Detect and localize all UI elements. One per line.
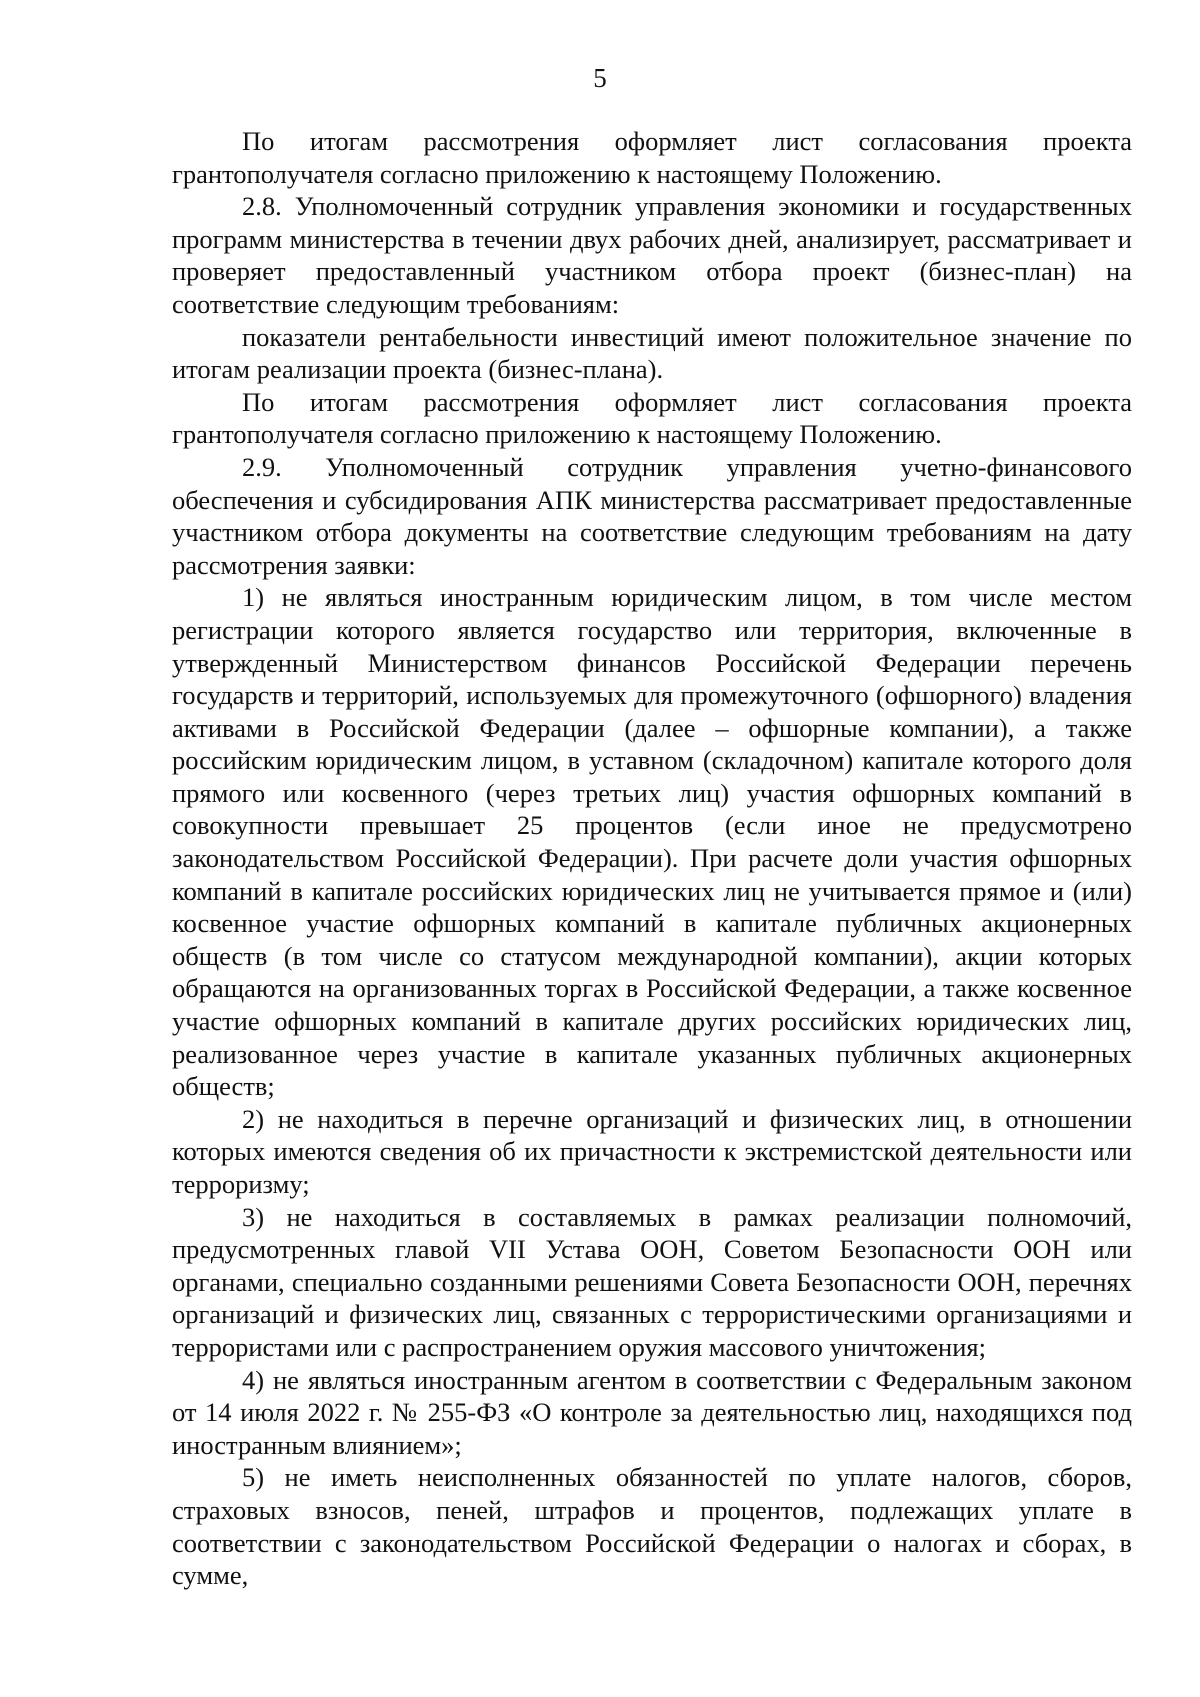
paragraph-profitability-requirement: показатели рентабельности инвестиций имеют положительное значение по итогам реализации проекта (бизнес-плана). bbox=[172, 321, 1132, 385]
paragraph-item-1-offshore: 1) не являться иностранным юридическим лицом, в том числе местом регистрации которого является государство или территория, включенные в утвержденный Министерством финансов Российской Федерации перечень государств и территорий, используемых для промежуточного (офшорного) владения активами в Российской Федерации (далее – офшорные компании), а также российским юридическим лицом, в уставном (складочном) капитале которого доля прямого или косвенного (через третьих лиц) участия офшорных компаний в совокупности превышает 25 процентов (если иное не предусмотрено законодательством Российской Федерации). При расчете доли участия офшорных компаний в капитале российских юридических лиц не учитывается прямое и (или) косвенное участие офшорных компаний в капитале публичных акционерных обществ (в том числе со статусом международной компании), акции которых обращаются на организованных торгах в Российской Федерации, а также косвенное участие офшорных компаний в капитале других российских юридических лиц, реализованное через участие в капитале указанных публичных акционерных обществ; bbox=[172, 582, 1132, 1102]
paragraph-section-2-8: 2.8. Уполномоченный сотрудник управления экономики и государственных программ министерства в течении двух рабочих дней, анализирует, рассматривает и проверяет предоставленный участником отбора проект (бизнес-план) на соответствие следующим требованиям: bbox=[172, 191, 1132, 319]
paragraph-approval-sheet-1: По итогам рассмотрения оформляет лист согласования проекта грантополучателя согласно приложению к настоящему Положению. bbox=[172, 126, 1132, 189]
paragraph-approval-sheet-2: По итогам рассмотрения оформляет лист согласования проекта грантополучателя согласно приложению к настоящему Положению. bbox=[172, 386, 1132, 450]
paragraph-item-5-taxes: 5) не иметь неисполненных обязанностей по уплате налогов, сборов, страховых взносов, пеней, штрафов и процентов, подлежащих уплате в соответствии с законодательством Российской Федерации о налогах и сборах, в сумме, bbox=[172, 1462, 1132, 1591]
page-number: 5 bbox=[593, 63, 607, 93]
document-text-body bbox=[172, 125, 1132, 1592]
paragraph-item-4-foreign-agent: 4) не являться иностранным агентом в соответствии с Федеральным законом от 14 июля 2022 г. № 255-ФЗ «О контроле за деятельностью лиц, находящихся под иностранным влиянием»; bbox=[172, 1364, 1132, 1460]
paragraph-item-2-extremism: 2) не находиться в перечне организаций и физических лиц, в отношении которых имеются сведения об их причастности к экстремистской деятельности или терроризму; bbox=[172, 1103, 1132, 1199]
paragraph-item-3-un-lists: 3) не находиться в составляемых в рамках реализации полномочий, предусмотренных главой VII Устава ООН, Советом Безопасности ООН или органами, специально созданными решениями Совета Безопасности ООН, перечнях организаций и физических лиц, связанных с террористическими организациями и террористами или с распространением оружия массового уничтожения; bbox=[172, 1201, 1132, 1362]
paragraph-section-2-9: 2.9. Уполномоченный сотрудник управления учетно-финансового обеспечения и субсидирования АПК министерства рассматривает предоставленные участником отбора документы на соответствие следующим требованиям на дату рассмотрения заявки: bbox=[172, 451, 1132, 580]
